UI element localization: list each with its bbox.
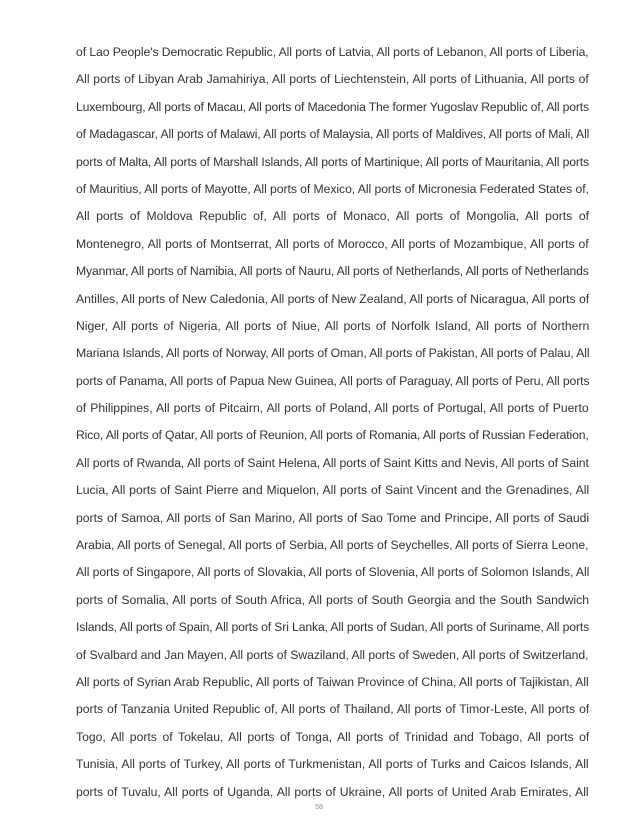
- text-line: Lucia, All ports of Saint Pierre and Miquelon, All ports of Saint Vincent and the Grenadines, All: [76, 483, 589, 498]
- text-line: All ports of Syrian Arab Republic, All ports of Taiwan Province of China, All ports of Tajikistan, All: [76, 674, 589, 689]
- text-line: Niger, All ports of Nigeria, All ports of Niue, All ports of Norfolk Island, All ports of Northern: [76, 318, 589, 333]
- text-line: All ports of Rwanda, All ports of Saint Helena, All ports of Saint Kitts and Nevis, All ports of Saint: [76, 455, 589, 470]
- text-line: of Madagascar, All ports of Malawi, All ports of Malaysia, All ports of Maldives, All ports of Mali, All: [76, 127, 589, 142]
- text-line: ports of Somalia, All ports of South Africa, All ports of South Georgia and the South Sandwich: [76, 592, 589, 607]
- page-number: 58: [315, 804, 323, 811]
- body-text: [76, 39, 589, 806]
- text-line: ports of Tuvalu, All ports of Uganda, All ports of Ukraine, All ports of United Arab Emirates, All: [76, 784, 589, 799]
- text-line: ports of Malta, All ports of Marshall Islands, All ports of Martinique, All ports of Mauritania, All ports: [76, 154, 589, 169]
- text-line: Mariana Islands, All ports of Norway, All ports of Oman, All ports of Pakistan, All ports of Palau, All: [76, 346, 589, 361]
- text-line: All ports of Moldova Republic of, All ports of Monaco, All ports of Mongolia, All ports of: [76, 209, 589, 224]
- text-line: Togo, All ports of Tokelau, All ports of Tonga, All ports of Trinidad and Tobago, All ports of: [76, 729, 589, 744]
- text-line: Tunisia, All ports of Turkey, All ports of Turkmenistan, All ports of Turks and Caicos Islands, All: [76, 757, 589, 772]
- text-line: ports of Samoa, All ports of San Marino, All ports of Sao Tome and Principe, All ports of Saudi: [76, 510, 589, 525]
- text-line: Antilles, All ports of New Caledonia, All ports of New Zealand, All ports of Nicaragua, All ports of: [76, 291, 589, 306]
- text-line: Montenegro, All ports of Montserrat, All ports of Morocco, All ports of Mozambique, All ports of: [76, 236, 589, 251]
- text-line: of Svalbard and Jan Mayen, All ports of Swaziland, All ports of Sweden, All ports of Switzerland,: [76, 647, 589, 662]
- text-line: Arabia, All ports of Senegal, All ports of Serbia, All ports of Seychelles, All ports of Sierra Leone,: [76, 538, 589, 553]
- text-line: Rico, All ports of Qatar, All ports of Reunion, All ports of Romania, All ports of Russian Federation,: [76, 428, 589, 443]
- text-line: Myanmar, All ports of Namibia, All ports of Nauru, All ports of Netherlands, All ports of Netherlands: [76, 264, 589, 279]
- text-line: ports of Panama, All ports of Papua New Guinea, All ports of Paraguay, All ports of Peru, All ports: [76, 373, 589, 388]
- text-line: of Mauritius, All ports of Mayotte, All ports of Mexico, All ports of Micronesia Federated States of,: [76, 181, 589, 196]
- text-line: Islands, All ports of Spain, All ports of Sri Lanka, All ports of Sudan, All ports of Suriname, All ports: [76, 620, 589, 635]
- text-line: All ports of Singapore, All ports of Slovakia, All ports of Slovenia, All ports of Solomon Islands, All: [76, 565, 589, 580]
- text-line: of Lao People's Democratic Republic, All ports of Latvia, All ports of Lebanon, All ports of Liberia,: [76, 45, 589, 59]
- text-line: All ports of Libyan Arab Jamahiriya, All ports of Liechtenstein, All ports of Lithuania, All ports of: [76, 72, 589, 87]
- text-line: ports of Tanzania United Republic of, All ports of Thailand, All ports of Timor-Leste, All ports of: [76, 702, 589, 717]
- text-line: of Philippines, All ports of Pitcairn, All ports of Poland, All ports of Portugal, All ports of Puerto: [76, 401, 589, 416]
- text-line: Luxembourg, All ports of Macau, All ports of Macedonia The former Yugoslav Republic of, All ports: [76, 99, 589, 114]
